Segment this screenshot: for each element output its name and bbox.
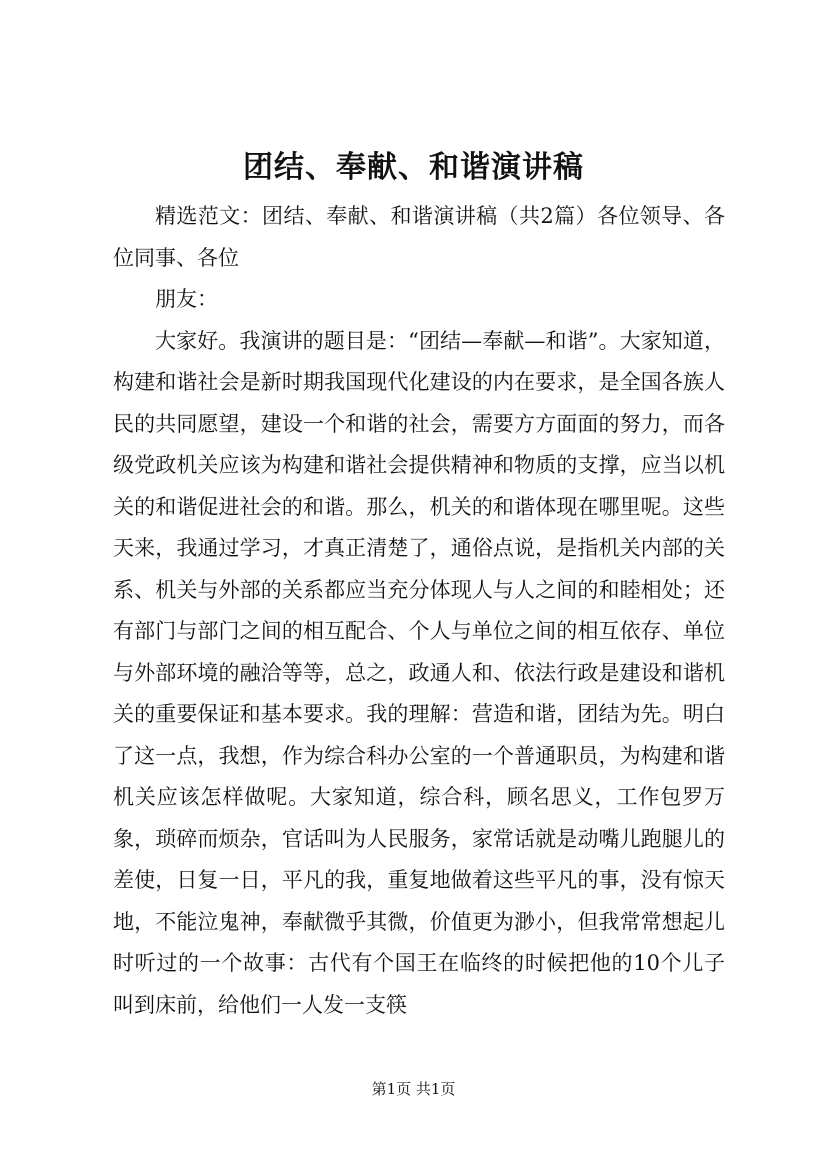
- document-body: [113, 196, 725, 1026]
- document-title: 团结、奉献、和谐演讲稿: [243, 150, 584, 185]
- paragraph-intro: 精选范文：团结、奉献、和谐演讲稿（共2篇）各位领导、各位同事、各位: [113, 204, 725, 270]
- paragraph-salutation: 朋友：: [155, 287, 218, 311]
- paragraph-main: 大家好。我演讲的题目是：“团结—奉献—和谐”。大家知道，构建和谐社会是新时期我国现代化建设的内在要求，是全国各族人民的共同愿望，建设一个和谐的社会，需要方方面面的努力，而各级党政机关应该为构建和谐社会提供精神和物质的支撑，应当以机关的和谐促进社会的和谐。那么，机关的和谐体现在哪里呢。这些天来，我通过学习，才真正清楚了，通俗点说，是指机关内部的关系、机关与外部的关系都应当充分体现人与人之间的和睦相处；还有部门与部门之间的相互配合、个人与单位之间的相互依存、单位与外部环境的融洽等等，总之，政通人和、依法行政是建设和谐机关的重要保证和基本要求。我的理解：营造和谐，团结为先。明白了这一点，我想，作为综合科办公室的一个普通职员，为构建和谐机关应该怎样做呢。大家知道，综合科，顾名思义，工作包罗万象，琐碎而烦杂，官话叫为人民服务，家常话就是动嘴儿跑腿儿的差使，日复一日，平凡的我，重复地做着这些平凡的事，没有惊天地，不能泣鬼神，奉献微乎其微，价值更为渺小，但我常常想起儿时听过的一个故事：古代有个国王在临终的时候把他的10个儿子叫到床前，给他们一人发一支筷: [113, 328, 725, 1017]
- page-footer: 第1页 共1页: [371, 1080, 456, 1098]
